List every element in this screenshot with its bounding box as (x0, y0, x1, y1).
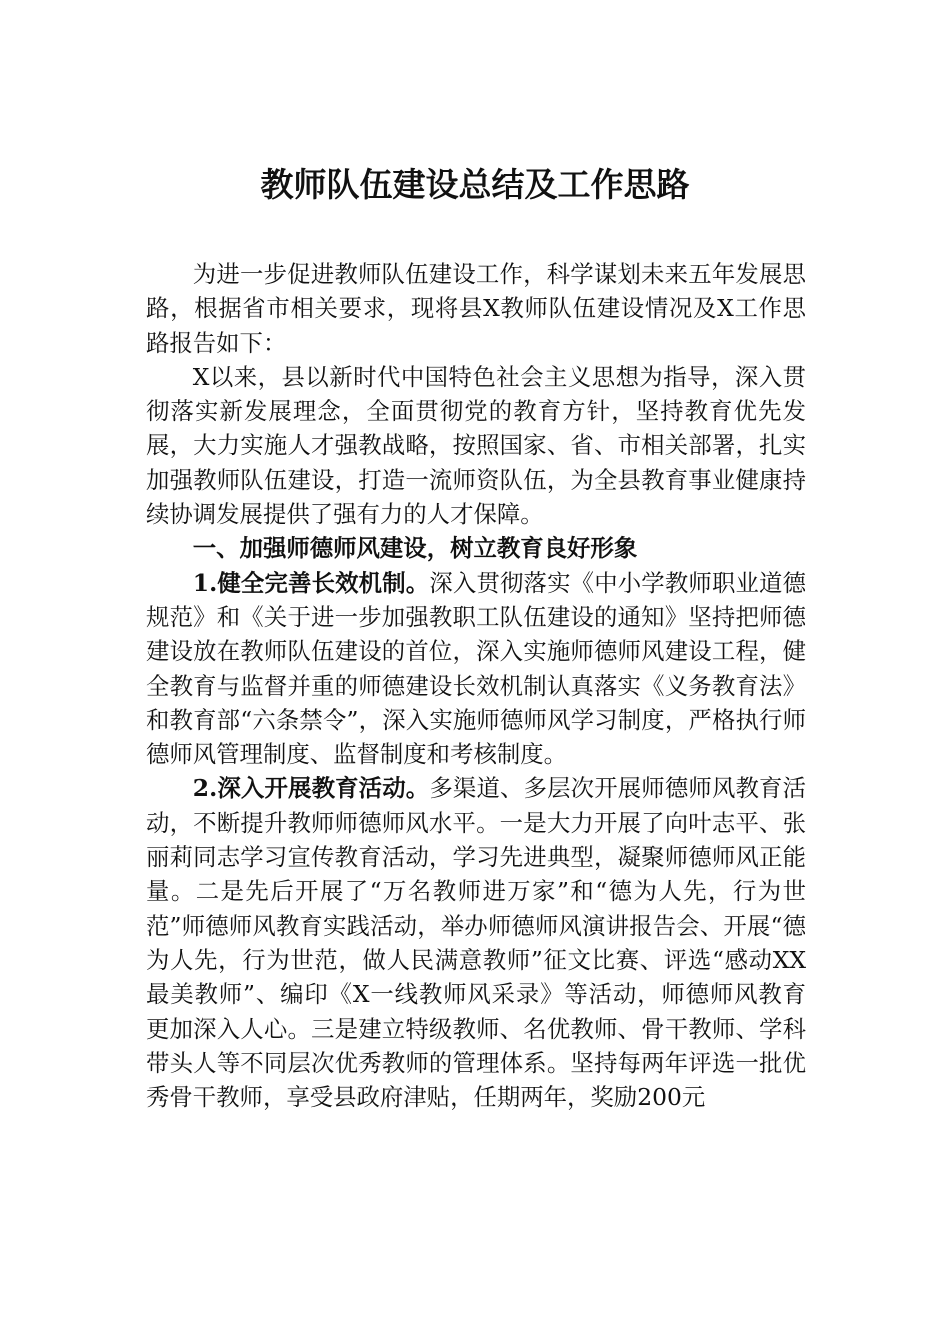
section-heading-1: 一、加强师德师风建设，树立教育良好形象 (192, 534, 638, 563)
intro-paragraph: 为进一步促进教师队伍建设工作，科学谋划未来五年发展思路，根据省市相关要求，现将县X教师队伍建设情况及X工作思路报告如下： (146, 260, 806, 357)
overview-paragraph: X以来，县以新时代中国特色社会主义思想为指导，深入贯彻落实新发展理念，全面贯彻党的教育方针，坚持教育优先发展，大力实施人才强教战略，按照国家、省、市相关部署，扎实加强教师队伍建设，打造一流师资队伍，为全县教育事业健康持续协调发展提供了强有力的人才保障。 (146, 362, 806, 529)
document-title: 教师队伍建设总结及工作思路 (260, 165, 690, 204)
item-text-1: 深入贯彻落实《中小学教师职业道德规范》和《关于进一步加强教职工队伍建设的通知》坚持把师德建设放在教师队伍建设的首位，深入实施师德师风建设工程，健全教育与监督并重的师德建设长效机制认真落实《义务教育法》和教育部“六条禁令”，深入实施师德师风学习制度，严格执行师德师风管理制度、监督制度和考核制度。 (146, 568, 807, 769)
item-paragraph-1 (146, 566, 806, 772)
item-lead-2: 2.深入开展教育活动。 (192, 774, 430, 803)
item-text-2: 多渠道、多层次开展师德师风教育活动，不断提升教师师德师风水平。一是大力开展了向叶志平、张丽莉同志学习宣传教育活动，学习先进典型，凝聚师德师风正能量。二是先后开展了“万名教师进万家”和“德为人先，行为世范”师德师风教育实践活动，举办师德师风演讲报告会、开展“德为人先，行为世范，做人民满意教师”征文比赛、评选“感动XX最美教师”、编印《X一线教师风采录》等活动，师德师风教育更加深入人心。三是建立特级教师、名优教师、骨干教师、学科带头人等不同层次优秀教师的管理体系。坚持每两年评选一批优秀骨干教师，享受县政府津贴，任期两年，奖励200元 (146, 774, 807, 1112)
document-body (146, 257, 806, 1114)
item-paragraph-2 (146, 771, 806, 1114)
item-lead-1: 1.健全完善长效机制。 (192, 568, 430, 597)
